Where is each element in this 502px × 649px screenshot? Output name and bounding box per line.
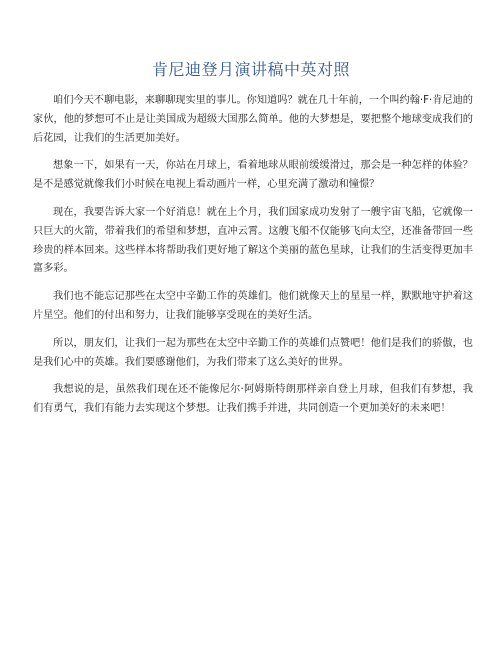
document-title: 肯尼迪登月演讲稿中英对照 <box>151 60 350 79</box>
paragraph-1: 咱们今天不聊电影，来聊聊现实里的事儿。你知道吗？就在几十年前，一个叫约翰·F·肯尼迪的家伙，他的梦想可不止是让美国成为超级大国那么简单。他的大梦想是，要把整个地球变成我们的后花园，让我们的生活更加美好。 <box>33 95 473 144</box>
paragraph-4: 我们也不能忘记那些在太空中辛勤工作的英雄们。他们就像天上的星星一样，默默地守护着这片星空。他们的付出和努力，让我们能够享受现在的美好生活。 <box>33 291 473 321</box>
paragraph-6: 我想说的是，虽然我们现在还不能像尼尔·阿姆斯特朗那样亲自登上月球，但我们有梦想，我们有勇气，我们有能力去实现这个梦想。让我们携手并进，共同创造一个更加美好的未来吧！ <box>33 384 473 415</box>
paragraph-2: 想象一下，如果有一天，你站在月球上，看着地球从眼前缓缓滑过，那会是一种怎样的体验？是不是感觉就像我们小时候在电视上看动画片一样，心里充满了激动和憧憬？ <box>33 160 473 191</box>
paragraph-3: 现在，我要告诉大家一个好消息！就在上个月，我们国家成功发射了一艘宇宙飞船，它就像一只巨大的火箭，带着我们的希望和梦想，直冲云霄。这艘飞船不仅能够飞向太空，还准备带回一些珍贵的样本回来。这些样本将帮助我们更好地了解这个美丽的蓝色星球，让我们的生活变得更加丰富多彩。 <box>33 206 473 275</box>
document-body <box>33 92 473 428</box>
paragraph-5: 所以，朋友们，让我们一起为那些在太空中辛勤工作的英雄们点赞吧！他们是我们的骄傲，也是我们心中的英雄。我们要感谢他们，为我们带来了这么美好的世界。 <box>33 337 473 368</box>
